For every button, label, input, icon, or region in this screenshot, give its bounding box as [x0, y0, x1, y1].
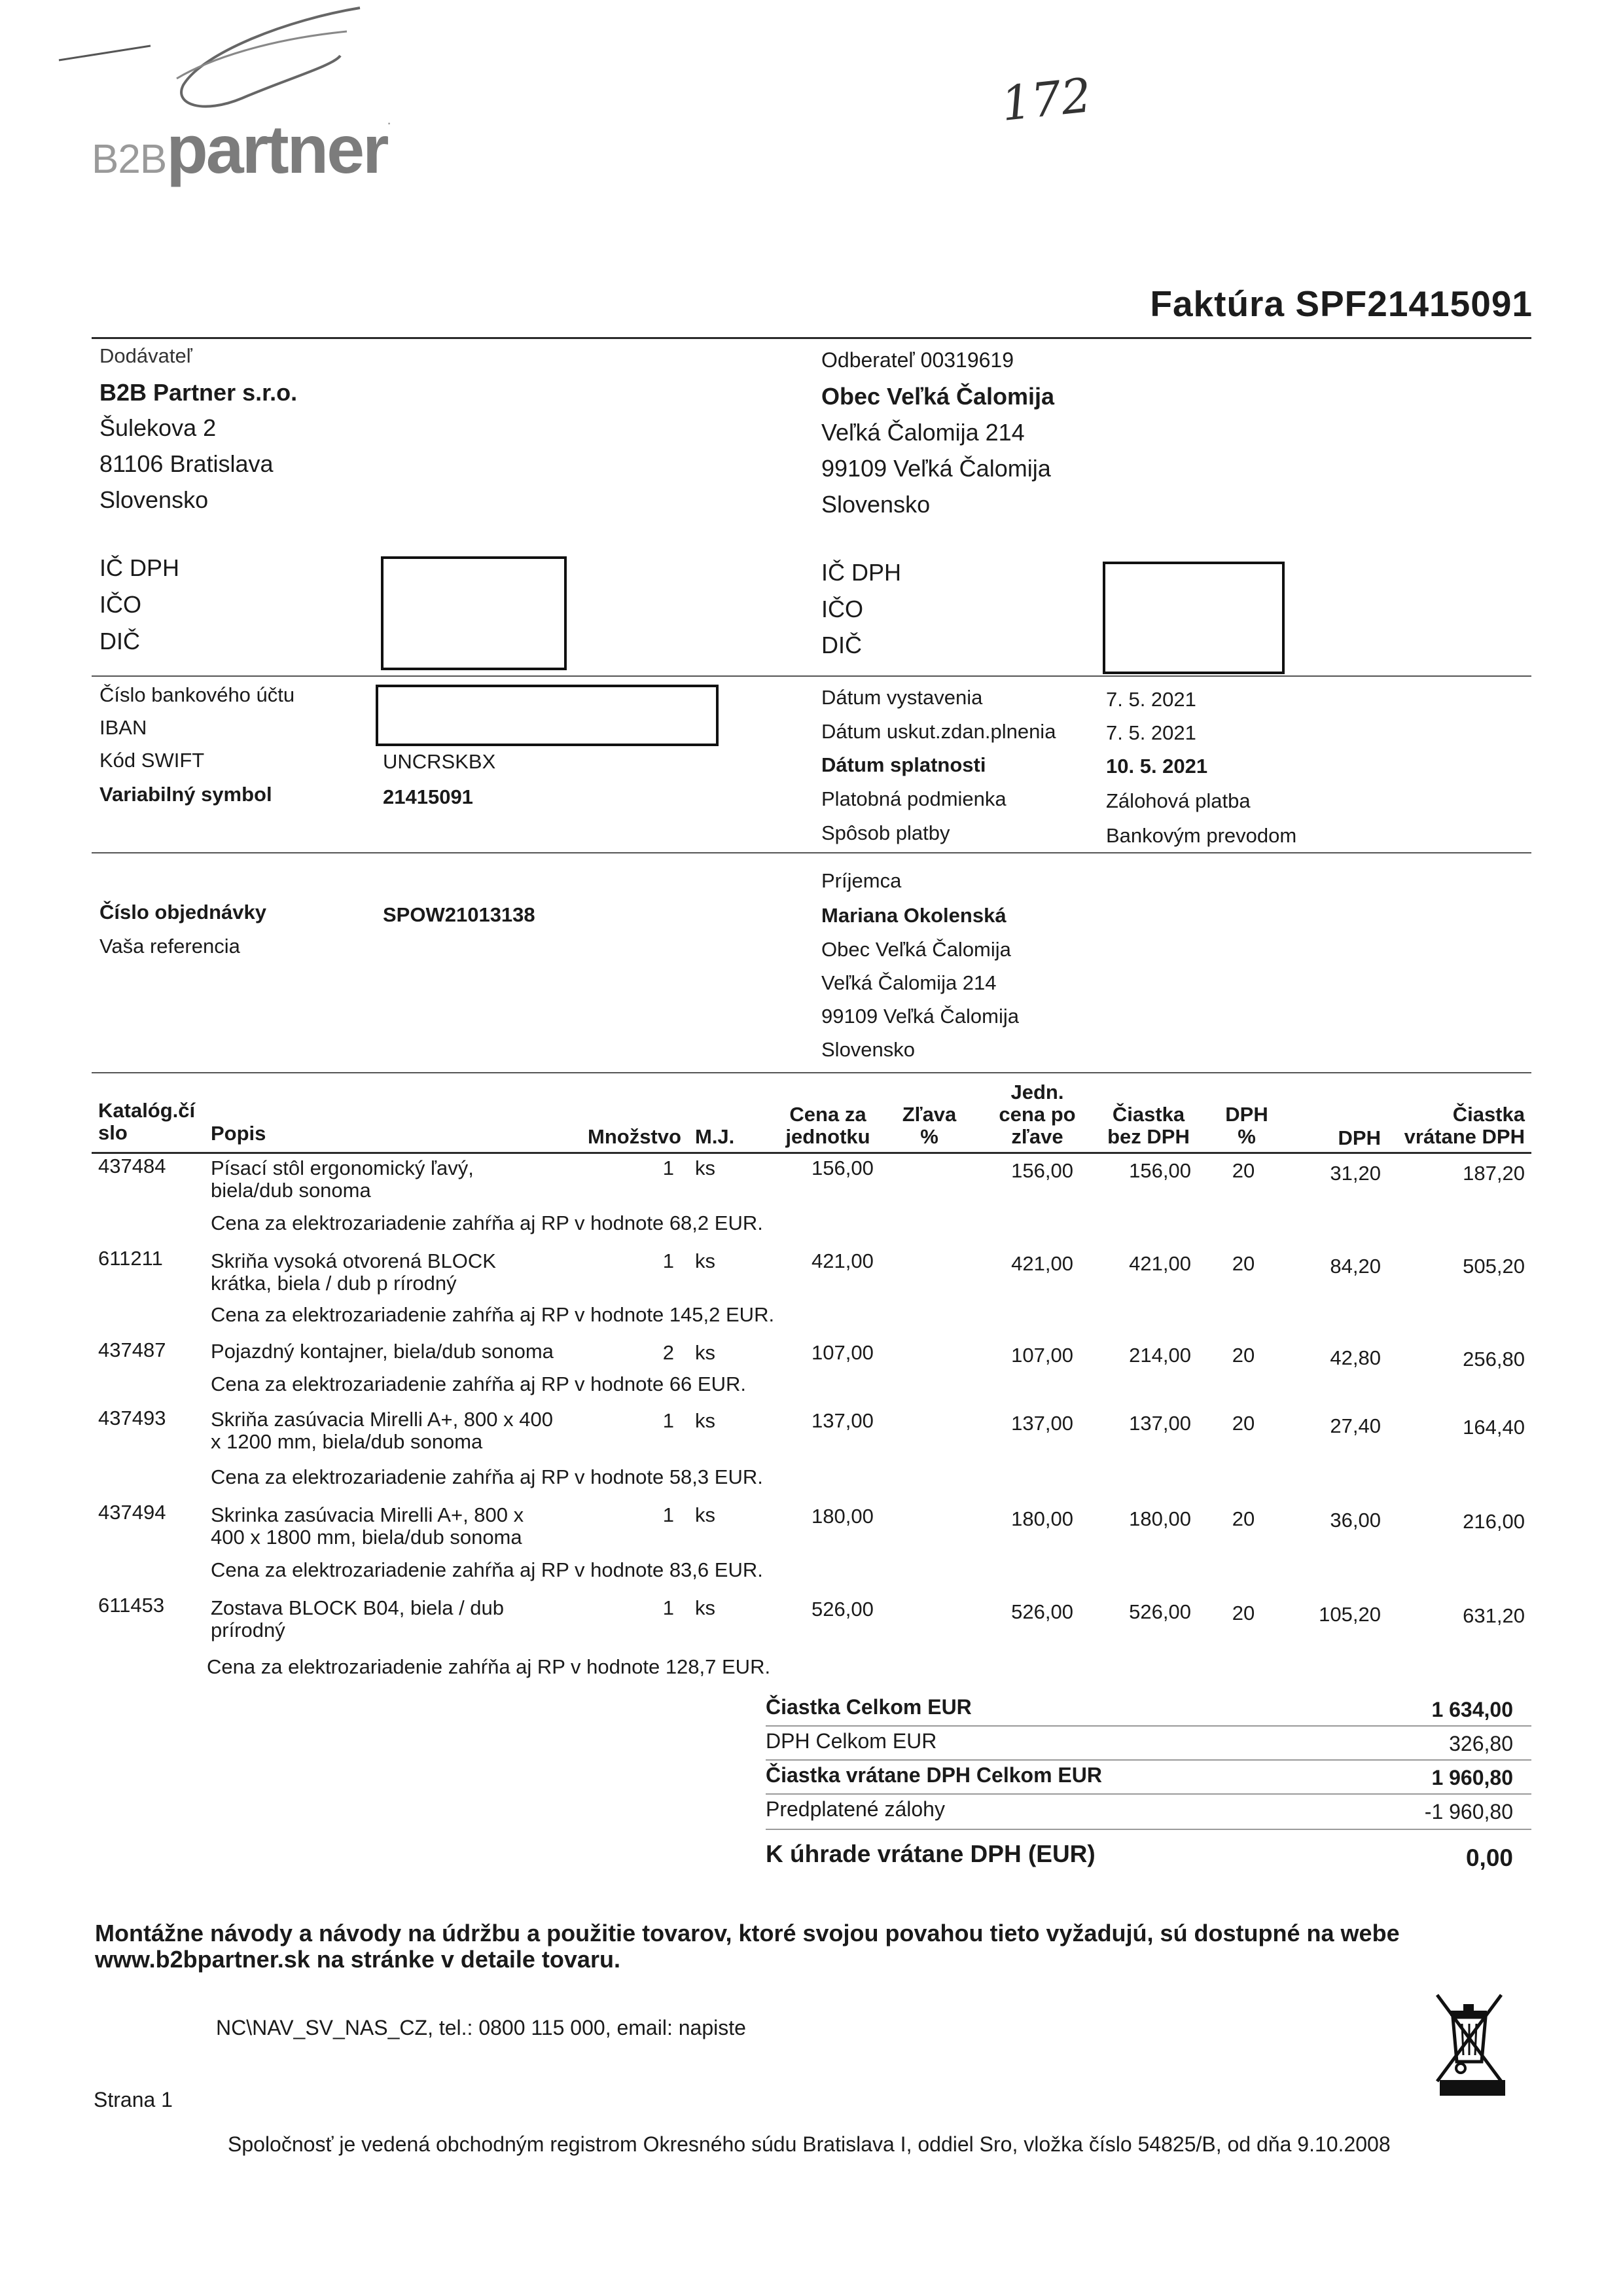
net-total-value: 1 634,00: [1431, 1698, 1513, 1721]
variable-symbol-label: Variabilný symbol: [99, 783, 272, 806]
item-unit: ks: [695, 1341, 715, 1364]
divider: [92, 675, 1531, 677]
customer-name: Obec Veľká Čalomija: [821, 383, 1055, 410]
gross-total-label: Čiastka vrátane DPH Celkom EUR: [766, 1763, 1102, 1787]
item-unit-price: 137,00: [812, 1409, 874, 1432]
item-code: 611211: [98, 1247, 163, 1270]
supplier-heading: Dodávateľ: [99, 344, 192, 367]
supplier-name: B2B Partner s.r.o.: [99, 379, 298, 406]
item-unit-price: 421,00: [812, 1249, 874, 1272]
item-description: Skriňa vysoká otvorená BLOCK krátka, biela / dub p rírodný: [211, 1249, 496, 1295]
supplier-street: Šulekova 2: [99, 414, 217, 441]
handwritten-note: 172: [998, 67, 1094, 132]
item-note: Cena za elektrozariadenie zahŕňa aj RP v hodnote 145,2 EUR.: [211, 1303, 775, 1326]
payment-terms-value: Zálohová platba: [1106, 789, 1251, 812]
item-description: Písací stôl ergonomický ľavý, biela/dub sonoma: [211, 1157, 474, 1202]
bank-account-label: Číslo bankového účtu: [99, 683, 295, 706]
divider: [766, 1725, 1531, 1727]
page-number: Strana 1: [94, 2088, 173, 2111]
item-quantity: 1: [662, 1249, 674, 1272]
crossed-out-wheelie-bin-icon: [1433, 1990, 1505, 2088]
item-code: 611453: [98, 1594, 165, 1617]
item-code: 437494: [98, 1501, 166, 1524]
redacted-supplier-ids: [381, 556, 567, 670]
item-note: Cena za elektrozariadenie zahŕňa aj RP v hodnote 83,6 EUR.: [211, 1558, 763, 1581]
customer-country: Slovensko: [821, 491, 931, 518]
item-quantity: 1: [662, 1157, 674, 1179]
item-vat-rate: 20: [1232, 1412, 1255, 1435]
gross-total-value: 1 960,80: [1431, 1766, 1513, 1789]
item-vat-rate: 20: [1232, 1602, 1255, 1624]
supplier-country: Slovensko: [99, 486, 209, 513]
payment-terms-label: Platobná podmienka: [821, 787, 1007, 810]
item-amount: 137,00: [1129, 1412, 1191, 1435]
item-total: 216,00: [1463, 1510, 1525, 1533]
customer-ic-dph-label: IČ DPH: [821, 559, 902, 586]
recipient-line-2: Veľká Čalomija 214: [821, 971, 997, 994]
item-unit: ks: [695, 1157, 715, 1179]
footer-contact: NC\NAV_SV_NAS_CZ, tel.: 0800 115 000, email: napiste: [216, 2016, 746, 2039]
col-net-price-header: Jedn. cena po zľave: [999, 1081, 1076, 1148]
customer-dic-label: DIČ: [821, 632, 862, 658]
item-vat: 42,80: [1330, 1346, 1381, 1369]
item-note: Cena za elektrozariadenie zahŕňa aj RP v hodnote 66 EUR.: [211, 1372, 746, 1395]
variable-symbol-value: 21415091: [383, 785, 473, 808]
item-vat: 84,20: [1330, 1255, 1381, 1278]
issue-date-label: Dátum vystavenia: [821, 686, 983, 709]
payment-method-value: Bankovým prevodom: [1106, 824, 1297, 847]
amount-due-value: 0,00: [1465, 1844, 1513, 1871]
item-unit: ks: [695, 1596, 715, 1619]
item-note: Cena za elektrozariadenie zahŕňa aj RP v hodnote 58,3 EUR.: [211, 1465, 763, 1488]
item-total: 164,40: [1463, 1416, 1525, 1439]
item-amount: 156,00: [1129, 1159, 1191, 1182]
issue-date-value: 7. 5. 2021: [1106, 688, 1196, 711]
supplier-city: 81106 Bratislava: [99, 450, 274, 477]
item-description: Skrinka zasúvacia Mirelli A+, 800 x 400 x 1800 mm, biela/dub sonoma: [211, 1503, 524, 1549]
item-net-price: 107,00: [1011, 1344, 1073, 1367]
col-vat-rate-header: DPH %: [1225, 1103, 1268, 1148]
iban-label: IBAN: [99, 716, 147, 739]
item-unit-price: 526,00: [812, 1598, 874, 1621]
customer-city: 99109 Veľká Čalomija: [821, 455, 1051, 482]
item-total: 256,80: [1463, 1348, 1525, 1371]
swift-value: UNCRSKBX: [383, 750, 496, 773]
vat-total-value: 326,80: [1449, 1732, 1513, 1755]
supply-date-value: 7. 5. 2021: [1106, 721, 1196, 744]
item-total: 631,20: [1463, 1604, 1525, 1627]
recipient-heading: Príjemca: [821, 869, 902, 892]
item-vat: 27,40: [1330, 1414, 1381, 1437]
divider: [766, 1793, 1531, 1795]
item-total: 187,20: [1463, 1162, 1525, 1185]
prepaid-value: -1 960,80: [1424, 1800, 1513, 1823]
order-number-label: Číslo objednávky: [99, 901, 266, 924]
customer-ico-label: IČO: [821, 596, 864, 622]
item-vat: 105,20: [1319, 1603, 1381, 1626]
recipient-line-1: Obec Veľká Čalomija: [821, 938, 1011, 961]
divider: [766, 1759, 1531, 1761]
col-description-header: Popis: [211, 1122, 266, 1145]
item-vat-rate: 20: [1232, 1252, 1255, 1275]
supplier-ico-label: IČO: [99, 591, 142, 618]
col-vat-header: DPH: [1338, 1126, 1381, 1149]
due-date-value: 10. 5. 2021: [1106, 755, 1208, 778]
customer-heading: Odberateľ 00319619: [821, 348, 1014, 372]
divider: [92, 337, 1531, 339]
col-amount-header: Čiastka bez DPH: [1107, 1103, 1190, 1148]
order-number-value: SPOW21013138: [383, 903, 535, 926]
item-amount: 180,00: [1129, 1507, 1191, 1530]
item-vat-rate: 20: [1232, 1344, 1255, 1367]
item-amount: 214,00: [1129, 1344, 1191, 1367]
amount-due-label: K úhrade vrátane DPH (EUR): [766, 1840, 1096, 1867]
item-code: 437484: [98, 1155, 166, 1177]
item-description: Pojazdný kontajner, biela/dub sonoma: [211, 1340, 554, 1363]
item-net-price: 156,00: [1011, 1159, 1073, 1182]
item-net-price: 137,00: [1011, 1412, 1073, 1435]
item-note: Cena za elektrozariadenie zahŕňa aj RP v hodnote 68,2 EUR.: [211, 1211, 763, 1234]
item-code: 437487: [98, 1338, 166, 1361]
item-unit: ks: [695, 1503, 715, 1526]
item-total: 505,20: [1463, 1255, 1525, 1278]
col-unit-header: M.J.: [695, 1125, 735, 1148]
supply-date-label: Dátum uskut.zdan.plnenia: [821, 720, 1056, 743]
item-code: 437493: [98, 1407, 166, 1429]
item-quantity: 1: [662, 1409, 674, 1432]
item-description: Zostava BLOCK B04, biela / dub prírodný: [211, 1596, 505, 1641]
col-discount-header: Zľava %: [902, 1103, 957, 1148]
recipient-line-4: Slovensko: [821, 1038, 916, 1061]
bin-symbol-bar: [1440, 2080, 1505, 2096]
customer-street: Veľká Čalomija 214: [821, 419, 1025, 446]
table-header-divider: [92, 1152, 1531, 1154]
manuals-notice: Montážne návody a návody na údržbu a použitie tovarov, ktoré svojou povahou tieto vyžadujú, sú dostupné na webe www.b2bpartner.sk na stránke v detaile tovaru.: [95, 1920, 1400, 1973]
item-description: Skriňa zasúvacia Mirelli A+, 800 x 400 x 1200 mm, biela/dub sonoma: [211, 1408, 553, 1453]
recipient-name: Mariana Okolenská: [821, 904, 1007, 927]
item-quantity: 2: [662, 1341, 674, 1364]
invoice-title: Faktúra SPF21415091: [1150, 283, 1533, 324]
col-quantity-header: Množstvo: [588, 1125, 681, 1148]
item-net-price: 526,00: [1011, 1600, 1073, 1623]
item-unit-price: 180,00: [812, 1505, 874, 1528]
redacted-bank-account: [376, 685, 719, 746]
payment-method-label: Spôsob platby: [821, 821, 950, 844]
vat-total-label: DPH Celkom EUR: [766, 1729, 937, 1753]
divider: [92, 852, 1531, 853]
due-date-label: Dátum splatnosti: [821, 753, 986, 776]
recipient-line-3: 99109 Veľká Čalomija: [821, 1005, 1020, 1028]
supplier-dic-label: DIČ: [99, 628, 140, 655]
supplier-ic-dph-label: IČ DPH: [99, 554, 180, 581]
prepaid-label: Predplatené zálohy: [766, 1797, 945, 1821]
divider: [766, 1829, 1531, 1830]
item-amount: 421,00: [1129, 1252, 1191, 1275]
registry-note: Spoločnosť je vedená obchodným registrom Okresného súdu Bratislava I, oddiel Sro, vložka číslo 54825/B, od dňa 9.10.2008: [228, 2132, 1391, 2156]
company-logo: B2Bpartner.: [92, 111, 391, 188]
item-unit-price: 156,00: [812, 1157, 874, 1179]
item-vat-rate: 20: [1232, 1159, 1255, 1182]
your-reference-label: Vaša referencia: [99, 935, 240, 958]
item-unit: ks: [695, 1409, 715, 1432]
item-quantity: 1: [662, 1503, 674, 1526]
item-unit: ks: [695, 1249, 715, 1272]
item-vat-rate: 20: [1232, 1507, 1255, 1530]
redacted-customer-ids: [1103, 562, 1285, 674]
net-total-label: Čiastka Celkom EUR: [766, 1695, 972, 1719]
item-unit-price: 107,00: [812, 1341, 874, 1364]
col-total-header: Čiastka vrátane DPH: [1404, 1103, 1525, 1148]
item-vat: 36,00: [1330, 1509, 1381, 1532]
item-amount: 526,00: [1129, 1600, 1191, 1623]
item-net-price: 180,00: [1011, 1507, 1073, 1530]
col-catalog-header: Katalóg.čí slo: [98, 1099, 196, 1144]
divider: [92, 1072, 1531, 1073]
item-vat: 31,20: [1330, 1162, 1381, 1185]
item-quantity: 1: [662, 1596, 674, 1619]
col-unit-price-header: Cena za jednotku: [785, 1103, 870, 1148]
item-net-price: 421,00: [1011, 1252, 1073, 1275]
swift-label: Kód SWIFT: [99, 749, 205, 772]
item-note: Cena za elektrozariadenie zahŕňa aj RP v hodnote 128,7 EUR.: [207, 1655, 771, 1678]
